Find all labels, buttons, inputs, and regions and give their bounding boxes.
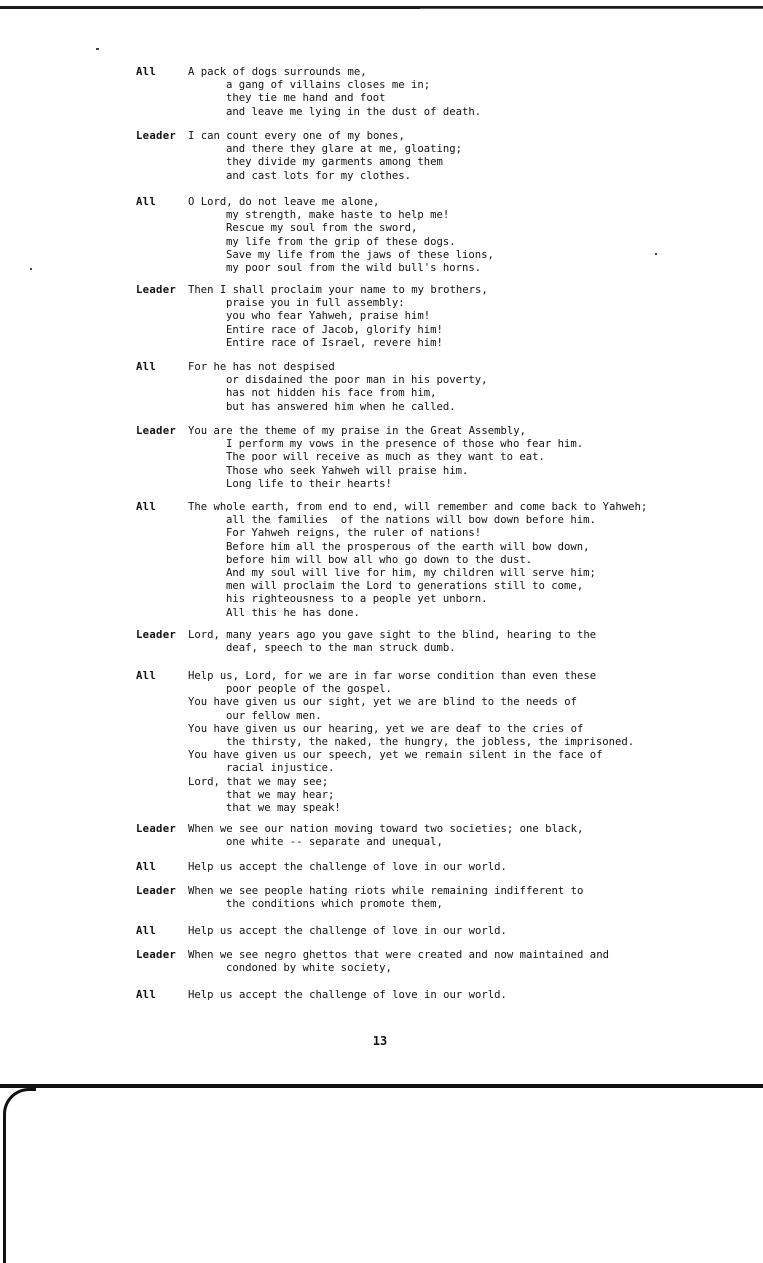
top-border-rule-thin — [420, 8, 763, 9]
verse-text — [188, 501, 647, 620]
verse-line: that we may speak! — [226, 802, 341, 815]
verse-text — [188, 425, 583, 491]
verse-line: a gang of villains closes me in; — [226, 79, 431, 92]
verse-line: Rescue my soul from the sword, — [226, 222, 418, 235]
verse-line: my life from the grip of these dogs. — [226, 235, 456, 248]
verse-text — [188, 629, 596, 655]
verse-line: and there they glare at me, gloating; — [226, 143, 462, 156]
verse-line: and leave me lying in the dust of death. — [226, 105, 482, 118]
verse-line: my poor soul from the wild bull's horns. — [226, 262, 482, 275]
verse-line: that we may hear; — [226, 788, 335, 801]
speaker-label: Leader — [136, 885, 177, 897]
verse-line: Help us, Lord, for we are in far worse condition than even these — [188, 670, 597, 682]
verse-line: You have given us our hearing, yet we are deaf to the cries of — [188, 722, 584, 735]
speaker-label: All — [136, 361, 157, 373]
speaker-label: All — [136, 501, 157, 513]
speaker-label: Leader — [136, 823, 177, 835]
verse-line: All this he has done. — [226, 606, 360, 619]
verse-line: the conditions which promote them, — [226, 898, 443, 911]
speaker-label: Leader — [136, 284, 177, 296]
verse-line: The poor will receive as much as they want to eat. — [226, 451, 545, 464]
verse-line: Save my life from the jaws of these lions, — [226, 248, 494, 261]
verse-line: they tie me hand and foot — [226, 92, 386, 105]
scan-speck — [30, 268, 32, 270]
verse-text — [188, 885, 583, 911]
verse-line: the thirsty, the naked, the hungry, the jobless, the imprisoned. — [226, 736, 635, 749]
verse-line: Lord, that we may see; — [188, 775, 329, 788]
verse-line: or disdained the poor man in his poverty, — [226, 374, 488, 387]
verse-line: you who fear Yahweh, praise him! — [226, 310, 431, 323]
verse-text — [188, 925, 507, 938]
speaker-label: All — [136, 670, 157, 682]
scan-page-edge — [3, 1088, 36, 1263]
verse-line: our fellow men. — [226, 709, 322, 722]
verse-line: Help us accept the challenge of love in our world. — [188, 861, 507, 873]
verse-line: Entire race of Israel, revere him! — [226, 336, 443, 349]
verse-line: condoned by white society, — [226, 962, 392, 975]
verse-line: and cast lots for my clothes. — [226, 169, 411, 182]
verse-line: You are the theme of my praise in the Great Assembly, — [188, 425, 527, 437]
speaker-label: All — [136, 925, 157, 937]
verse-line: When we see people hating riots while remaining indifferent to — [188, 885, 584, 897]
verse-line: praise you in full assembly: — [226, 297, 405, 310]
verse-line: I perform my vows in the presence of those who fear him. — [226, 438, 584, 451]
verse-line: And my soul will live for him, my children will serve him; — [226, 567, 596, 580]
verse-line: Those who seek Yahweh will praise him. — [226, 464, 469, 477]
verse-line: Before him all the prosperous of the earth will bow down, — [226, 540, 590, 553]
speaker-label: All — [136, 66, 157, 78]
verse-line: A pack of dogs surrounds me, — [188, 66, 367, 78]
verse-line: You have given us our speech, yet we remain silent in the face of — [188, 749, 603, 762]
verse-text — [188, 670, 634, 815]
verse-line: deaf, speech to the man struck dumb. — [226, 642, 456, 655]
verse-line: men will proclaim the Lord to generations still to come, — [226, 580, 584, 593]
scan-speck — [655, 253, 657, 255]
verse-text — [188, 949, 609, 975]
speaker-label: Leader — [136, 425, 177, 437]
verse-line: all the families of the nations will bow down before him. — [226, 514, 596, 527]
verse-text — [188, 861, 507, 874]
verse-line: poor people of the gospel. — [226, 683, 392, 696]
verse-line: one white -- separate and unequal, — [226, 836, 443, 849]
verse-text — [188, 66, 481, 119]
bottom-border-rule — [0, 1084, 763, 1088]
verse-line: For Yahweh reigns, the ruler of nations! — [226, 527, 482, 540]
verse-text — [188, 196, 494, 275]
verse-line: O Lord, do not leave me alone, — [188, 196, 380, 208]
verse-line: When we see our nation moving toward two societies; one black, — [188, 823, 584, 835]
verse-line: When we see negro ghettos that were created and now maintained and — [188, 949, 609, 961]
speaker-label: Leader — [136, 130, 177, 142]
verse-line: I can count every one of my bones, — [188, 130, 405, 142]
verse-line: Lord, many years ago you gave sight to the blind, hearing to the — [188, 629, 597, 641]
verse-line: but has answered him when he called. — [226, 400, 456, 413]
verse-text — [188, 284, 488, 350]
verse-line: has not hidden his face from him, — [226, 387, 437, 400]
speaker-label: All — [136, 861, 157, 873]
verse-line: Long life to their hearts! — [226, 477, 392, 490]
verse-text — [188, 361, 488, 414]
verse-line: Help us accept the challenge of love in our world. — [188, 925, 507, 937]
verse-line: before him will bow all who go down to the dust. — [226, 553, 533, 566]
verse-line: Then I shall proclaim your name to my brothers, — [188, 284, 488, 296]
verse-text — [188, 823, 583, 849]
verse-line: The whole earth, from end to end, will remember and come back to Yahweh; — [188, 501, 648, 513]
verse-line: Entire race of Jacob, glorify him! — [226, 323, 443, 336]
speaker-label: Leader — [136, 949, 177, 961]
verse-line: his righteousness to a people yet unborn. — [226, 593, 488, 606]
verse-text — [188, 130, 462, 183]
speaker-label: Leader — [136, 629, 177, 641]
scan-speck — [96, 48, 99, 50]
verse-line: racial injustice. — [226, 762, 335, 775]
speaker-label: All — [136, 196, 157, 208]
verse-line: they divide my garments among them — [226, 156, 443, 169]
verse-line: Help us accept the challenge of love in our world. — [188, 989, 507, 1001]
verse-line: my strength, make haste to help me! — [226, 209, 450, 222]
verse-text — [188, 989, 507, 1002]
page-number: 13 — [372, 1034, 388, 1048]
speaker-label: All — [136, 989, 157, 1001]
verse-line: For he has not despised — [188, 361, 335, 373]
verse-line: You have given us our sight, yet we are blind to the needs of — [188, 696, 578, 709]
